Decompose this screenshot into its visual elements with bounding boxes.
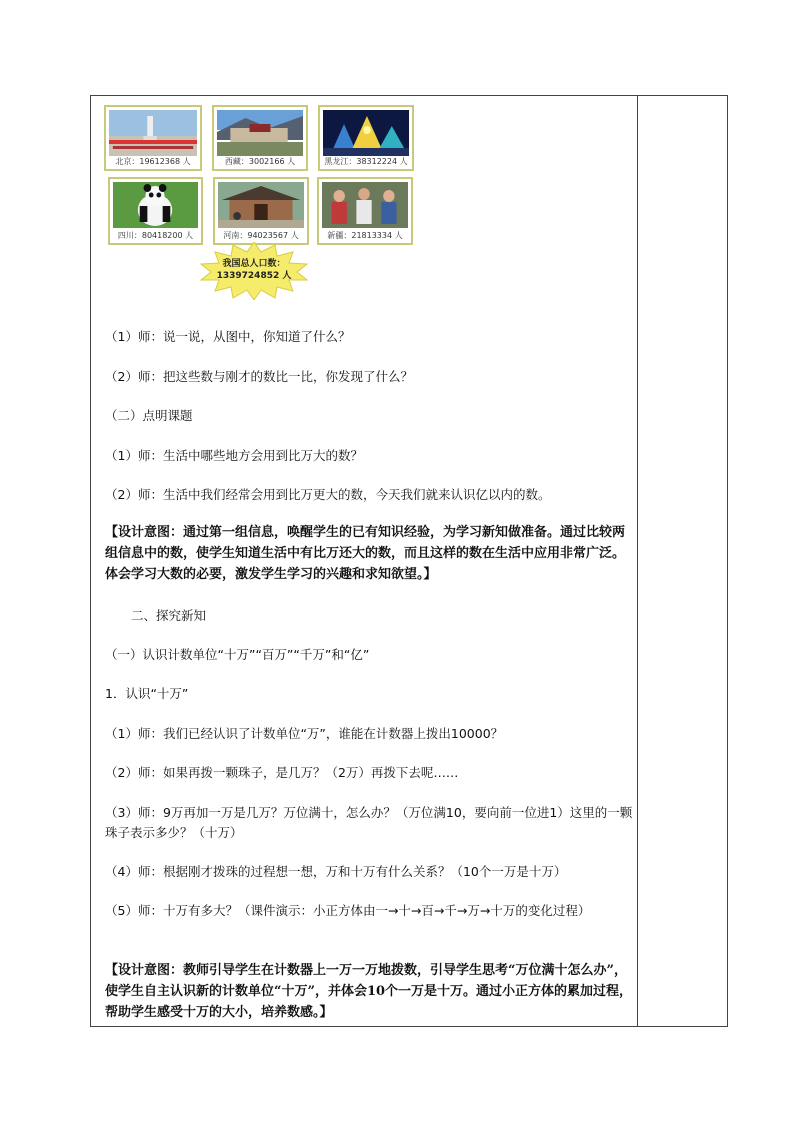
design-intent-1: 【设计意图：通过第一组信息，唤醒学生的已有知识经验，为学习新知做准备。通过比较两组信息中的数，使学生知道生活中有比万还大的数，而且这样的数在生活中应用非常广泛。体会学习大数的必要，激发学生学习的兴趣和求知欲望。】 xyxy=(105,525,626,582)
photo-tibet xyxy=(212,105,308,171)
photo-caption: 新疆：21813334 人 xyxy=(327,231,403,240)
column-divider xyxy=(637,96,638,1026)
step-4: （4）师：根据刚才拨珠的过程想一想，万和十万有什么关系？（10个一万是十万） xyxy=(105,864,567,879)
step-2: （2）师：如果再拨一颗珠子，是几万？（2万）再拨下去呢…… xyxy=(105,765,459,780)
step-5: （5）师：十万有多大？（课件演示：小正方体由一→十→百→千→万→十万的变化过程） xyxy=(105,903,591,918)
beijing-image xyxy=(109,110,197,156)
photo-beijing xyxy=(104,105,202,171)
henan-image xyxy=(218,182,304,228)
design-intent-2: 【设计意图：教师引导学生在计数器上一万一万地拨数，引导学生思考“万位满十怎么办”，使学生自主认识新的计数单位“十万”，并体会10个一万是十万。通过小正方体的累加过程，帮助学生感受十万的大小，培养数感。】 xyxy=(105,963,633,1020)
photo-caption: 黑龙江：38312224 人 xyxy=(324,157,408,166)
tibet-image xyxy=(217,110,303,156)
photo-henan xyxy=(213,177,309,245)
photo-heilongjiang xyxy=(318,105,414,171)
question-2: （2）师：把这些数与刚才的数比一比，你发现了什么？ xyxy=(105,369,413,384)
heilongjiang-image xyxy=(323,110,409,156)
question-3: （1）师：生活中哪些地方会用到比万大的数？ xyxy=(105,448,363,463)
photo-caption: 河南：94023567 人 xyxy=(223,231,299,240)
step-1: （1）师：我们已经认识了计数单位“万”，谁能在计数器上拨出10000？ xyxy=(105,726,504,741)
question-1: （1）师：说一说，从图中，你知道了什么？ xyxy=(105,329,351,344)
total-population-text: 我国总人口数： 1339724852 人 xyxy=(216,259,292,281)
photo-caption: 西藏：3002166 人 xyxy=(224,157,296,166)
photo-caption: 北京：19612368 人 xyxy=(115,157,191,166)
photo-xinjiang xyxy=(317,177,413,245)
sichuan-image xyxy=(113,182,198,228)
lesson-table xyxy=(90,95,728,1027)
xinjiang-image xyxy=(322,182,408,228)
photo-caption: 四川：80418200 人 xyxy=(117,231,194,240)
total-population-burst xyxy=(199,242,309,300)
photo-sichuan xyxy=(108,177,203,245)
section-heading-explore: 二、探究新知 xyxy=(131,608,207,623)
subsection-heading-shiwan: 1．认识“十万” xyxy=(105,686,189,701)
step-3: （3）师：9万再加一万是几万？万位满十，怎么办？（万位满10，要向前一位进1）这里的一颗珠子表示多少？（十万） xyxy=(105,805,633,840)
section-heading-topic: （二）点明课题 xyxy=(105,408,193,423)
subsection-heading-units: （一）认识计数单位“十万”“百万”“千万”和“亿” xyxy=(105,647,370,662)
question-4: （2）师：生活中我们经常会用到比万更大的数，今天我们就来认识亿以内的数。 xyxy=(105,487,551,502)
